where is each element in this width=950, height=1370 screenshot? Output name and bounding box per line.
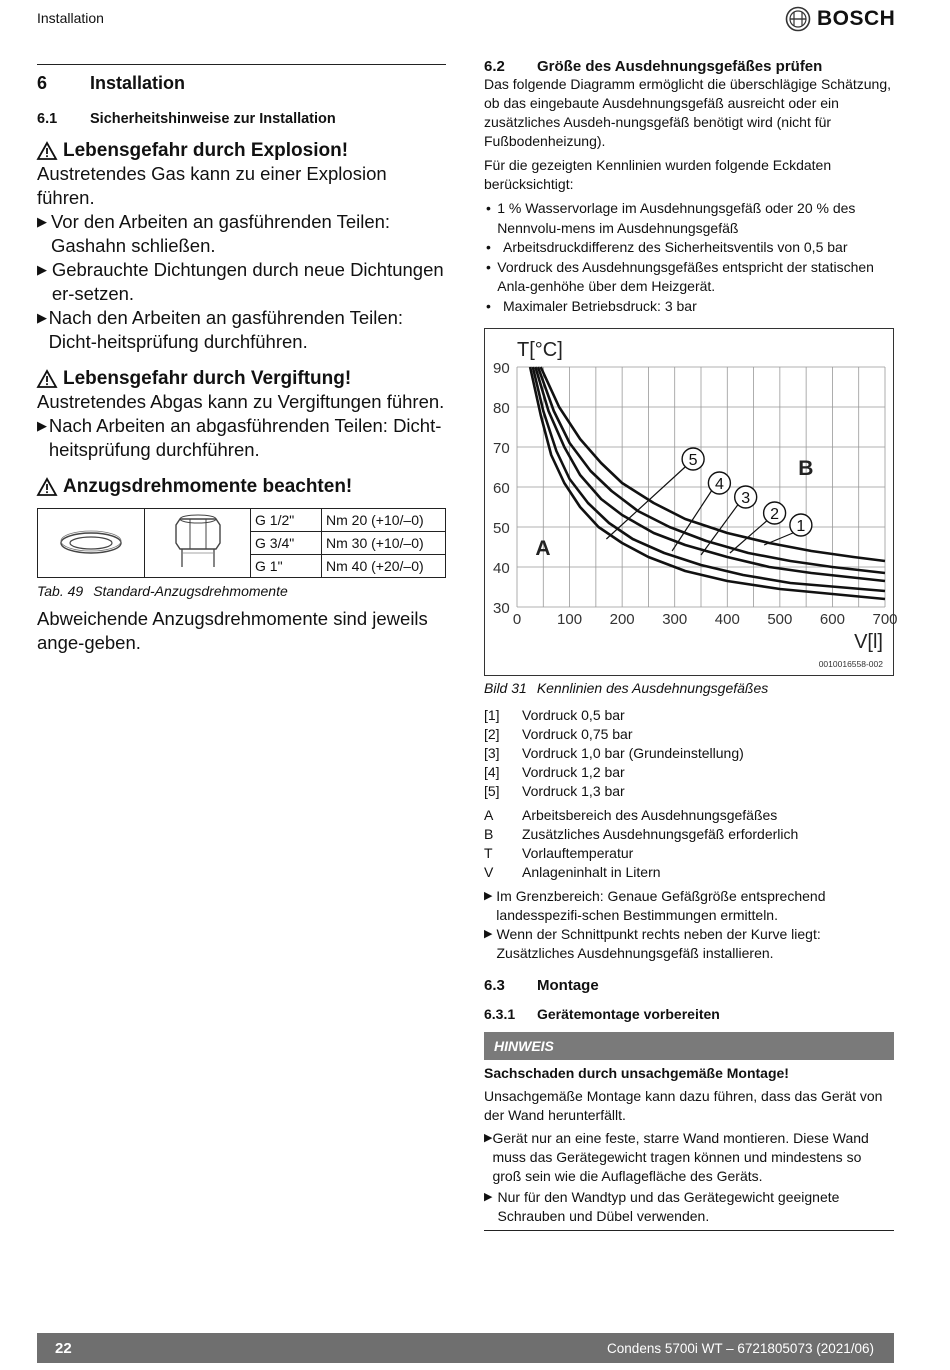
- warning-torque-title: Anzugsdrehmomente beachten!: [37, 476, 446, 498]
- expansion-vessel-chart: [484, 328, 898, 676]
- notice-title: Sachschaden durch unsachgemäße Montage!: [484, 1065, 789, 1081]
- list-item: ▶ Gerät nur an eine feste, starre Wand montieren. Diese Wand muss das Gerätegewicht tragen können und mindestens so groß sein wie die Auflagefläche des Geräts.: [484, 1130, 869, 1184]
- legend-item: [3] Vordruck 1,0 bar (Grundeinstellung): [484, 745, 744, 761]
- criteria-list: [484, 199, 894, 316]
- list-item: ▶ Im Grenzbereich: Genaue Gefäßgröße entsprechend landesspezifi-schen Bestimmungen ermitteln.: [484, 888, 826, 923]
- y-tick-label: 40: [493, 560, 510, 577]
- chart-svg: [485, 329, 898, 677]
- list-item: • 1 % Wasservorlage im Ausdehnungsgefäß oder 20 % des Nennvolu-mens im Ausdehnungsgefäß: [486, 200, 856, 236]
- region-label-b: B: [798, 457, 814, 480]
- seal-ring-icon: [58, 527, 124, 557]
- x-tick-label: 100: [557, 611, 583, 628]
- list-item: ▶ Nur für den Wandtyp und das Gerätegewicht geeignete Schrauben und Dübel verwenden.: [484, 1189, 840, 1224]
- document-reference: Condens 5700i WT – 6721805073 (2021/06): [607, 1340, 874, 1356]
- callout-leader-1: [764, 533, 793, 545]
- arrow-icon: ▶: [484, 928, 493, 940]
- warning-poison-text: Austretendes Abgas kann zu Vergiftungen führen.: [37, 391, 445, 412]
- legend-item: [5] Vordruck 1,3 bar: [484, 783, 625, 799]
- callout-label-5: 5: [688, 452, 698, 469]
- x-tick-label: 0: [512, 611, 522, 628]
- list-item: • Vordruck des Ausdehnungsgefäßes entspricht der statischen Anla-genhöhe über dem Heizgerät.: [486, 258, 874, 294]
- arrow-icon: ▶: [37, 418, 47, 433]
- section-rule: [37, 64, 446, 65]
- running-header: Installation: [37, 10, 104, 26]
- table-row: G 1/2" Nm 20 (+10/–0): [38, 509, 446, 532]
- x-tick-label: 500: [767, 611, 793, 628]
- y-tick-label: 90: [493, 360, 510, 377]
- y-tick-label: 30: [493, 600, 510, 617]
- warning-explosion-title: Lebensgefahr durch Explosion!: [37, 140, 446, 162]
- arrow-icon: ▶: [37, 310, 47, 325]
- warning-triangle-icon: [37, 478, 57, 496]
- callout-label-2: 2: [770, 506, 780, 523]
- legend-numbered: [484, 706, 894, 801]
- x-axis-label: V[l]: [854, 631, 883, 653]
- page-footer: [37, 1333, 894, 1363]
- list-item: ▶ Nach den Arbeiten an gasführenden Teilen: Dicht-heitsprüfung durchführen.: [37, 307, 404, 352]
- torque-note: Abweichende Anzugsdrehmomente sind jeweils ange-geben.: [37, 608, 428, 653]
- legend-item: V Anlageninhalt in Litern: [484, 864, 661, 880]
- callout-label-3: 3: [741, 490, 751, 507]
- subsection-heading: 6.2 Größe des Ausdehnungsgefäßes prüfen: [484, 58, 823, 75]
- brand-name: BOSCH: [817, 7, 896, 30]
- figure-code: 0010016558-002: [818, 659, 883, 669]
- arrow-icon: ▶: [484, 890, 493, 902]
- list-item: ▶ Nach Arbeiten an abgasführenden Teilen: Dicht-heitsprüfung durchführen.: [37, 415, 442, 460]
- legend-item: [1] Vordruck 0,5 bar: [484, 707, 625, 723]
- x-tick-label: 300: [662, 611, 688, 628]
- callout-leader-2: [730, 521, 767, 553]
- notice-list: [484, 1129, 894, 1231]
- instruction-list: [484, 887, 894, 963]
- callout-label-4: 4: [714, 476, 724, 493]
- notice-banner: HINWEIS: [484, 1032, 894, 1060]
- y-tick-label: 50: [493, 520, 510, 537]
- legend-item: [2] Vordruck 0,75 bar: [484, 726, 633, 742]
- subsubsection-heading: 6.3.1 Gerätemontage vorbereiten: [484, 1006, 720, 1022]
- table-row: G 1" Nm 40 (+20/–0): [38, 555, 446, 578]
- legend-letters: [484, 806, 894, 882]
- warning-triangle-icon: [37, 370, 57, 388]
- series-line-1: [541, 367, 885, 561]
- region-label-a: A: [535, 537, 551, 560]
- x-tick-label: 600: [819, 611, 845, 628]
- list-item: ▶ Vor den Arbeiten an gasführenden Teilen: Gashahn schließen.: [37, 211, 391, 256]
- legend-item: [4] Vordruck 1,2 bar: [484, 764, 625, 780]
- figure-caption: Bild 31 Kennlinien des Ausdehnungsgefäßes: [484, 680, 769, 696]
- notice-text: Unsachgemäße Montage kann dazu führen, dass das Gerät von der Wand herunterfällt.: [484, 1088, 883, 1123]
- table-caption: Tab. 49 Standard-Anzugsdrehmomente: [37, 583, 288, 599]
- subsection-heading: 6.3 Montage: [484, 977, 599, 994]
- y-axis-label: T[°C]: [517, 339, 563, 361]
- callout-label-1: 1: [796, 518, 806, 535]
- warning-poison-title: Lebensgefahr durch Vergiftung!: [37, 368, 446, 390]
- legend-item: T Vorlauftemperatur: [484, 845, 634, 861]
- brand-logo: [785, 6, 895, 32]
- list-item: ▶ Gebrauchte Dichtungen durch neue Dichtungen er-setzen.: [37, 259, 444, 304]
- series-line-5: [530, 367, 885, 599]
- series-line-2: [538, 367, 885, 573]
- list-item: • Maximaler Betriebsdruck: 3 bar: [486, 297, 697, 314]
- table-row: G 3/4" Nm 30 (+10/–0): [38, 532, 446, 555]
- arrow-icon: ▶: [484, 1191, 493, 1203]
- intro-paragraph-2: Für die gezeigten Kennlinien wurden folgende Eckdaten berücksichtigt:: [484, 157, 832, 192]
- subsection-heading: 6.1 Sicherheitshinweise zur Installation: [37, 111, 336, 127]
- legend-item: B Zusätzliches Ausdehnungsgefäß erforderlich: [484, 826, 799, 842]
- arrow-icon: ▶: [37, 262, 47, 277]
- x-tick-label: 400: [714, 611, 740, 628]
- intro-paragraph: Das folgende Diagramm ermöglicht die überschlägige Schätzung, ob das eingebaute Ausdehnungsgefäß ausreicht oder ein zusätzliches Ausdeh-nungsgefäß benötigt wird (nicht für Fußbodenheizung).: [484, 76, 891, 149]
- legend-item: A Arbeitsbereich des Ausdehnungsgefäßes: [484, 807, 778, 823]
- warning-triangle-icon: [37, 142, 57, 160]
- list-item: • Arbeitsdruckdifferenz des Sicherheitsventils von 0,5 bar: [486, 239, 848, 255]
- page-number: 22: [55, 1339, 72, 1357]
- torque-table: [37, 508, 446, 578]
- list-item: ▶ Wenn der Schnittpunkt rechts neben der Kurve liegt: Zusätzliches Ausdehnungsgefäß installieren.: [484, 926, 821, 961]
- arrow-icon: ▶: [37, 214, 47, 229]
- bosch-armature-icon: [785, 6, 811, 32]
- x-tick-label: 200: [609, 611, 635, 628]
- arrow-icon: ▶: [484, 1132, 493, 1144]
- warning-explosion-text: Austretendes Gas kann zu einer Explosion führen.: [37, 163, 387, 208]
- right-column: [484, 58, 898, 1231]
- y-tick-label: 80: [493, 400, 510, 417]
- union-nut-icon: [168, 511, 228, 573]
- left-column: [37, 64, 446, 655]
- section-heading: 6 Installation: [37, 73, 186, 93]
- seal-ring-image: [38, 509, 145, 578]
- nut-image: [145, 509, 251, 578]
- y-tick-label: 60: [493, 480, 510, 497]
- y-tick-label: 70: [493, 440, 510, 457]
- x-tick-label: 700: [872, 611, 898, 628]
